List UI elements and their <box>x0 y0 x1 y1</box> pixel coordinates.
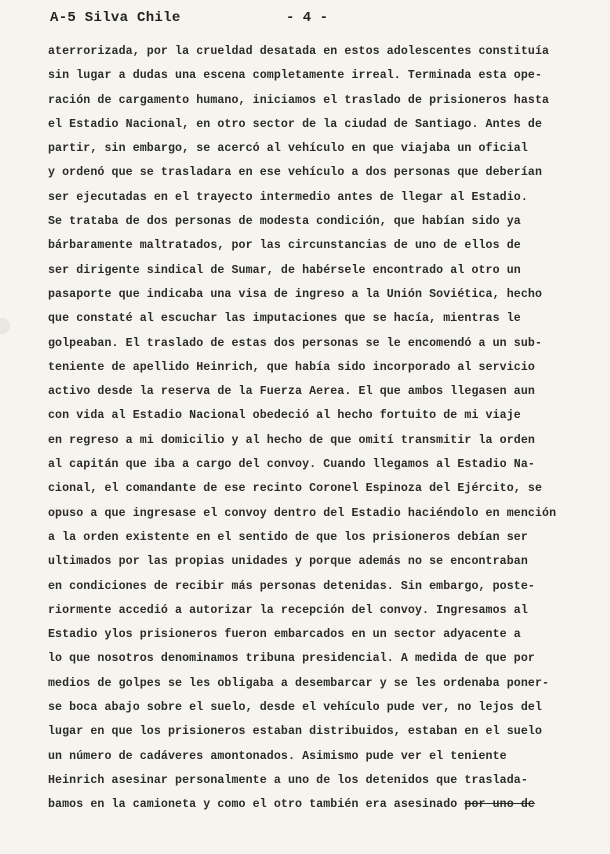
text-line: riormente accedió a autorizar la recepción del convoy. Ingresamos al <box>48 603 528 617</box>
text-line: Se trataba de dos personas de modesta condición, que habían sido ya <box>48 215 521 229</box>
text-line: pasaporte que indicaba una visa de ingreso a la Unión Soviética, hecho <box>48 287 543 301</box>
text-line: y ordenó que se trasladara en ese vehículo a dos personas que deberían <box>48 166 543 180</box>
text-line-last-content: bamos en la camioneta y como el otro también era asesinado <box>48 798 465 812</box>
text-line: en regreso a mi domicilio y al hecho de que omití transmitir la orden <box>48 433 535 447</box>
text-line: que constaté al escuchar las imputaciones que se hacía, mientras le <box>48 312 521 326</box>
text-line: ser dirigente sindical de Sumar, de habérsele encontrado al otro un <box>48 263 521 277</box>
text-line: Heinrich asesinar personalmente a uno de los detenidos que traslada- <box>48 773 528 787</box>
text-line: cional, el comandante de ese recinto Coronel Espinoza del Ejército, se <box>48 482 543 496</box>
text-line: ración de cargamento humano, iniciamos el traslado de prisioneros hasta <box>48 93 550 107</box>
text-line: el Estadio Nacional, en otro sector de la ciudad de Santiago. Antes de <box>48 117 543 131</box>
text-line: ser ejecutadas en el trayecto intermedio antes de llegar al Estadio. <box>48 190 528 204</box>
text-line: opuso a que ingresase el convoy dentro del Estadio haciéndolo en mención <box>48 506 557 520</box>
text-line: un número de cadáveres amontonados. Asimismo pude ver el teniente <box>48 749 507 763</box>
body-text <box>48 40 578 818</box>
text-line: golpeaban. El traslado de estas dos personas se le encomendó a un sub- <box>48 336 543 350</box>
text-line: se boca abajo sobre el suelo, desde el vehículo pude ver, no lejos del <box>48 701 543 715</box>
text-line: partir, sin embargo, se acercó al vehículo en que viajaba un oficial <box>48 142 528 156</box>
text-line: con vida al Estadio Nacional obedeció al hecho fortuito de mi viaje <box>48 409 521 423</box>
page-header <box>50 10 570 32</box>
punch-hole-mark <box>0 318 10 334</box>
text-line: aterrorizada, por la crueldad desatada en estos adolescentes constituía <box>48 45 550 58</box>
text-line: a la orden existente en el sentido de que los prisioneros debían ser <box>48 530 528 544</box>
page-number: - 4 - <box>286 10 329 26</box>
text-line: activo desde la reserva de la Fuerza Aerea. El que ambos llegasen aun <box>48 385 535 399</box>
text-line: medios de golpes se les obligaba a desembarcar y se les ordenaba poner- <box>48 676 550 690</box>
text-line-last <box>48 793 578 817</box>
text-line: bárbaramente maltratados, por las circunstancias de uno de ellos de <box>48 239 521 253</box>
struck-out-text: por uno de <box>464 798 535 812</box>
text-line: lugar en que los prisioneros estaban distribuidos, estaban en el suelo <box>48 725 543 739</box>
text-line: Estadio ylos prisioneros fueron embarcados en un sector adyacente a <box>48 628 521 642</box>
text-line: al capitán que iba a cargo del convoy. Cuando llegamos al Estadio Na- <box>48 458 535 472</box>
document-reference: A-5 Silva Chile <box>50 10 181 26</box>
text-line: teniente de apellido Heinrich, que había sido incorporado al servicio <box>48 360 535 374</box>
text-line: en condiciones de recibir más personas detenidas. Sin embargo, poste- <box>48 579 535 593</box>
text-line: ultimados por las propias unidades y porque además no se encontraban <box>48 555 528 569</box>
text-line: lo que nosotros denominamos tribuna presidencial. A medida de que por <box>48 652 535 666</box>
text-line: sin lugar a dudas una escena completamente irreal. Terminada esta ope- <box>48 69 543 83</box>
